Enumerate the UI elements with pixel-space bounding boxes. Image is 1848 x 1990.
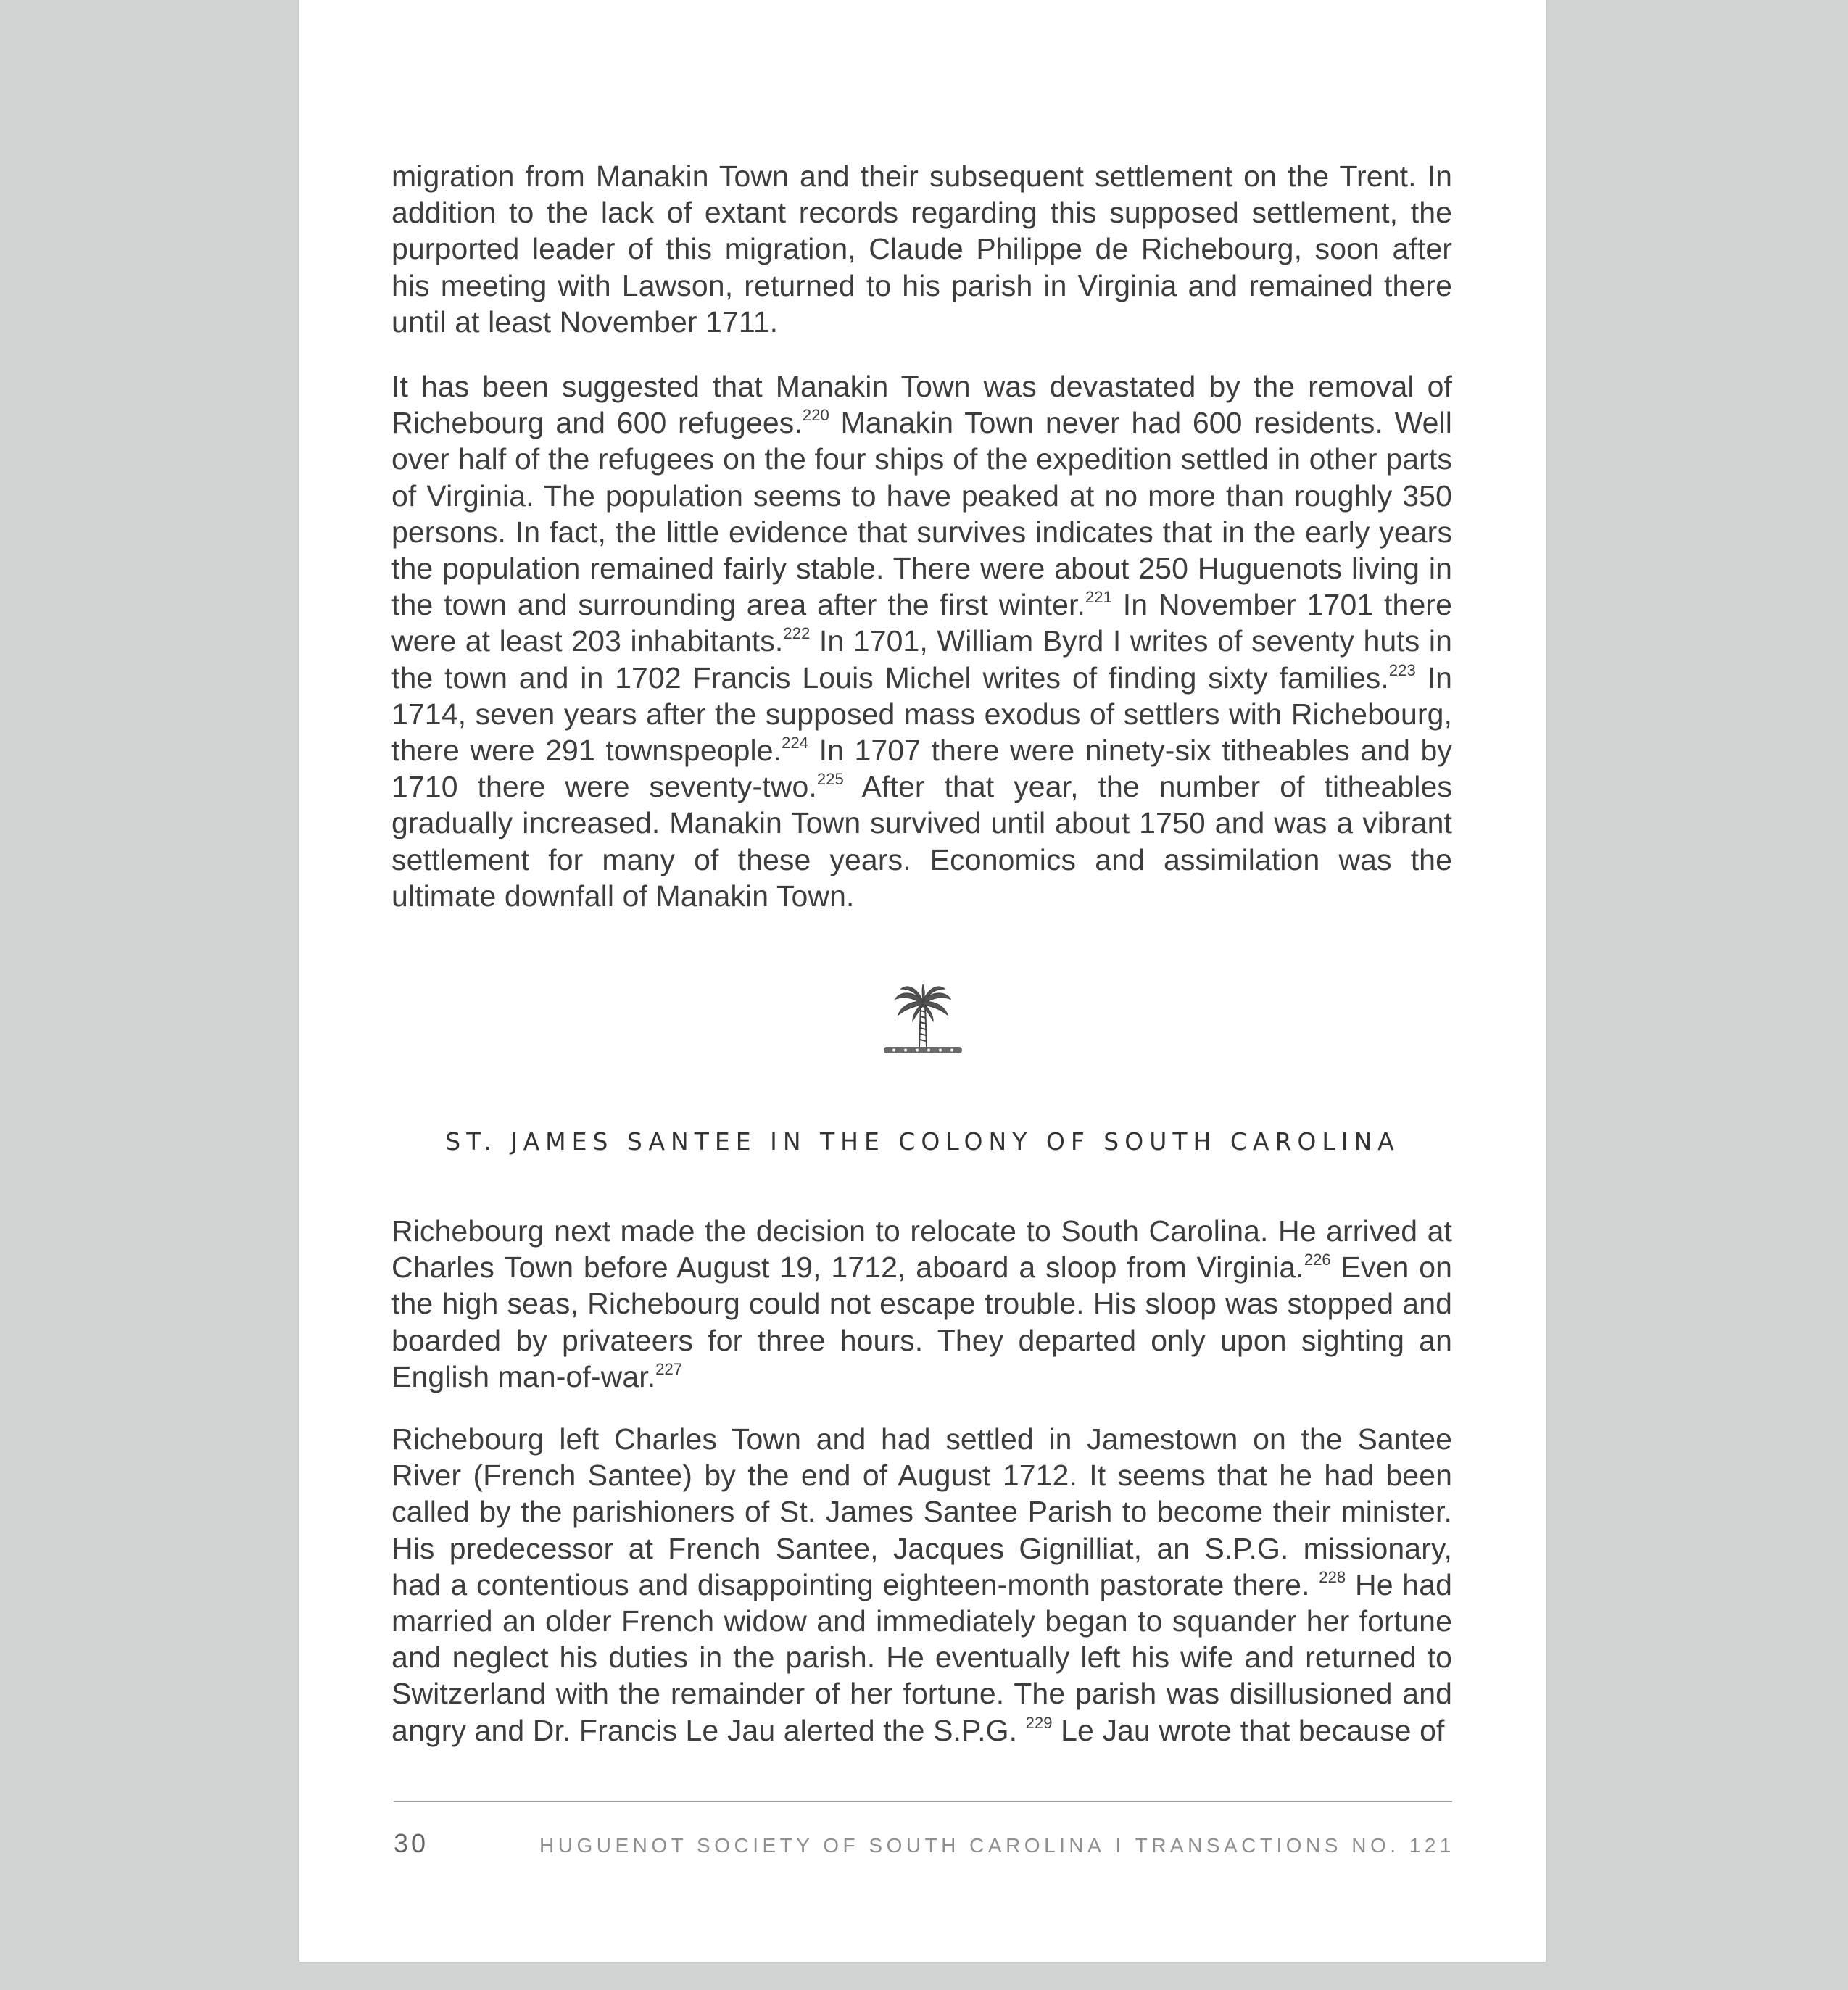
paragraph-2-text [391, 368, 1452, 914]
page-number: 30 [394, 1828, 429, 1858]
palmetto-tree-icon [879, 984, 966, 1058]
paragraph-3 [391, 1213, 1452, 1395]
paragraph-4-text [391, 1421, 1452, 1749]
footnote-marker: 222 [783, 624, 811, 643]
footer-separator: I [1115, 1834, 1125, 1857]
paragraph-1-text [391, 158, 1452, 340]
paragraph-3-text [391, 1213, 1452, 1395]
text-run: In 1714, seven years after the supposed mass exodus of settlers with Richebourg, there were 291 townspeople. [391, 660, 1452, 768]
footnote-marker: 223 [1388, 660, 1416, 679]
running-footer [539, 1834, 1455, 1857]
text-run: migration from Manakin Town and their subsequent settlement on the Trent. In addition to the lack of extant records regarding this supposed settlement, the purported leader of this migration, Claude Philippe de Richebourg, soon after his meeting with Lawson, returned to his parish in Virginia and remained there until at least November 1711. [391, 159, 1452, 339]
paragraph-4 [391, 1421, 1452, 1749]
text-run: Richebourg left Charles Town and had settled in Jamestown on the Santee River (French Santee) by the end of August 1712. It seems that he had been called by the parishioners of St. James Santee Parish to become their minister. His predecessor at French Santee, Jacques Gignilliat, an S.P.G. missionary, had a contentious and disappointing eighteen-month pastorate there. [391, 1422, 1452, 1601]
footnote-marker: 224 [782, 734, 809, 753]
paragraph-2 [391, 368, 1452, 914]
paragraph-1 [391, 158, 1452, 340]
text-run: Richebourg next made the decision to relocate to South Carolina. He arrived at Charles Town before August 19, 1712, aboard a sloop from Virginia. [391, 1214, 1452, 1285]
text-run: Le Jau wrote that because of [1052, 1713, 1445, 1747]
footnote-marker: 227 [655, 1359, 683, 1378]
footnote-marker: 221 [1085, 588, 1112, 607]
text-run: He had married an older French widow and immediately began to squander her fortune and neglect his duties in the parish. He eventually left his wife and returned to Switzerland with the remainder of her fortune. The parish was disillusioned and angry and Dr. Francis Le Jau alerted the S.P.G. [391, 1567, 1452, 1747]
text-run: Manakin Town never had 600 residents. Well over half of the refugees on the four ships of the expedition settled in other parts of Virginia. The population seems to have peaked at no more than roughly 350 persons. In fact, the little evidence that survives indicates that in the early years the population remained fairly stable. There were about 250 Huguenots living in the town and surrounding area after the first winter. [391, 406, 1452, 622]
footnote-marker: 220 [802, 406, 829, 425]
text-run: It has been suggested that Manakin Town was devastated by the removal of Richebourg and 600 refugees. [391, 370, 1452, 440]
book-page [299, 0, 1546, 1962]
footnote-marker: 226 [1304, 1251, 1331, 1269]
footnote-marker: 229 [1025, 1713, 1053, 1732]
footnote-marker: 225 [816, 770, 844, 789]
footnote-marker: 228 [1319, 1567, 1346, 1586]
publication-name: HUGUENOT SOCIETY OF SOUTH CAROLINA [539, 1834, 1106, 1857]
text-run: In 1707 there were ninety-six titheables and by 1710 there were seventy-two. [391, 734, 1452, 804]
text-run: After that year, the number of titheables gradually increased. Manakin Town survived until about 1750 and was a vibrant settlement for many of these years. Economics and assimilation was the ultimate downfall of Manakin Town. [391, 770, 1452, 913]
section-heading: ST. JAMES SANTEE IN THE COLONY OF SOUTH CAROLINA [445, 1127, 1400, 1156]
issue-number: TRANSACTIONS NO. 121 [1135, 1834, 1455, 1857]
text-run: In 1701, William Byrd I writes of seventy huts in the town and in 1702 Francis Louis Michel writes of finding sixty families. [391, 624, 1453, 695]
text-run: Even on the high seas, Richebourg could not escape trouble. His sloop was stopped and boarded by privateers for three hours. They departed only upon sighting an English man-of-war. [391, 1251, 1452, 1393]
text-run: In November 1701 there were at least 203 inhabitants. [391, 588, 1453, 658]
footer-divider [394, 1801, 1452, 1802]
